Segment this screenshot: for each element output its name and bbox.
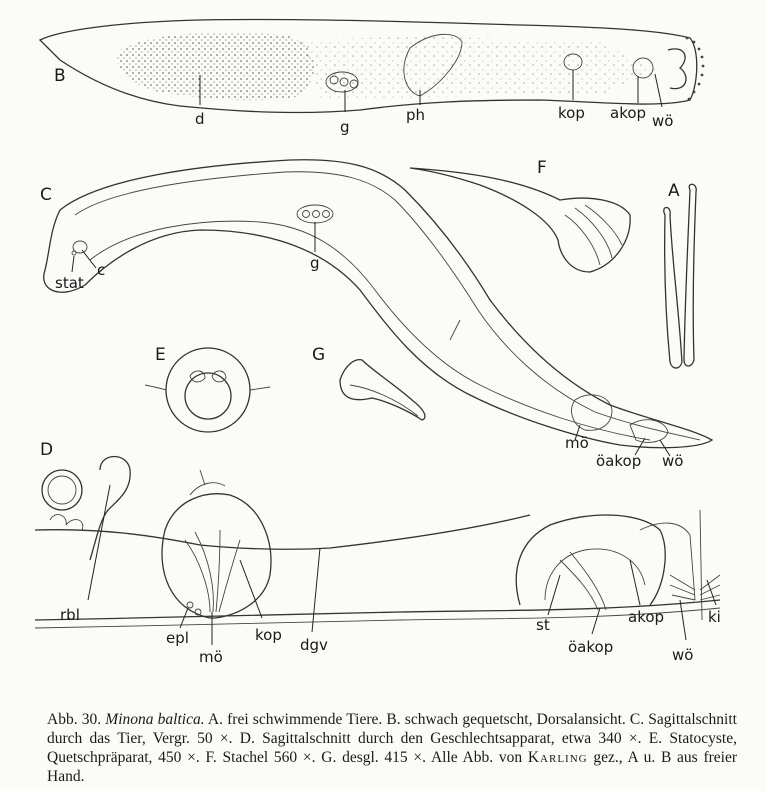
panel-d-stylet	[560, 552, 606, 610]
panel-b-label-wo: wö	[652, 112, 674, 130]
panel-c-label-g: g	[310, 254, 320, 272]
panel-e-letter: E	[155, 345, 166, 365]
panel-c-letter: C	[40, 185, 52, 205]
panel-d-label-oakop: öakop	[568, 638, 614, 656]
panel-d-label-ki: ki	[708, 608, 721, 626]
caption-species: Minona baltica.	[105, 711, 205, 728]
panel-c-label-oakop: öakop	[596, 452, 642, 470]
panel-g	[312, 345, 425, 420]
panel-d-label-st: st	[536, 616, 550, 634]
panel-d-label-kop: kop	[255, 626, 282, 644]
caption-author: Karling	[527, 749, 588, 766]
panel-c-label-stat: stat	[55, 274, 84, 292]
panel-c-cut-line	[450, 320, 460, 340]
panel-c-label-mo: mö	[565, 434, 589, 452]
panel-c-gonad-cells	[297, 205, 333, 223]
panel-b-label-g: g	[340, 118, 350, 136]
panel-d-dorsal-wall	[35, 515, 530, 549]
panel-a-letter: A	[668, 181, 680, 201]
panel-b-letter: B	[54, 66, 66, 86]
panel-d-label-rbl: rbl	[60, 606, 80, 624]
panel-f-letter: F	[537, 158, 547, 178]
panel-b-stippled-intestine	[117, 32, 314, 100]
panel-d-label-dgv: dgv	[300, 636, 328, 654]
panel-b-stippled-rear	[300, 37, 660, 100]
panel-b	[40, 19, 704, 136]
panel-d-label-mo: mö	[199, 648, 223, 666]
panel-b-tail-notch	[668, 49, 686, 89]
panel-d-kop-fibres	[185, 530, 240, 612]
caption-text-1: A. frei schwimmende Tiere. B. schwach gequetscht, Dorsalansicht. C. Sagittalschnitt durch das Tier, Vergr. 50 ×. D. Sagittalschnitt durch den Geschlechtsapparat, etwa 340 ×. E. Statocyste, Quetschpräparat, 450 ×. F. Stachel 560 ×. G. desgl. 415 ×. Alle Abb. von	[47, 711, 737, 766]
panel-g-spine	[340, 360, 425, 420]
panel-d	[35, 440, 721, 666]
panel-c-label-c: c	[97, 261, 106, 279]
panel-b-label-akop: akop	[610, 104, 647, 122]
panel-d-body-wall	[35, 600, 720, 620]
panel-d-label-epl: epl	[166, 629, 189, 647]
panel-d-letter: D	[40, 440, 54, 460]
panel-a-animal-left	[664, 208, 682, 369]
panel-c	[40, 160, 712, 470]
panel-e	[145, 345, 270, 432]
panel-b-label-kop: kop	[558, 104, 585, 122]
panel-b-label-ph: ph	[406, 106, 426, 124]
panel-g-letter: G	[312, 345, 326, 365]
panel-a-animal-right	[684, 184, 696, 366]
panel-c-inner-lower	[90, 221, 650, 440]
panel-d-label-akop: akop	[628, 608, 665, 626]
panel-f	[410, 158, 630, 272]
panel-d-vesicle-rbl	[90, 457, 130, 561]
panel-b-label-d: d	[195, 110, 205, 128]
panel-c-label-wo: wö	[662, 452, 684, 470]
panel-b-adhesive-dots	[686, 37, 705, 101]
panel-a	[664, 181, 696, 368]
caption-prefix: Abb. 30.	[47, 711, 102, 728]
figure-caption	[47, 710, 737, 786]
caption-text-2: gez., A u. B aus freier Hand.	[47, 749, 738, 785]
panel-c-copulatory-apparatus	[572, 395, 612, 431]
panel-d-label-wo: wö	[672, 646, 694, 664]
